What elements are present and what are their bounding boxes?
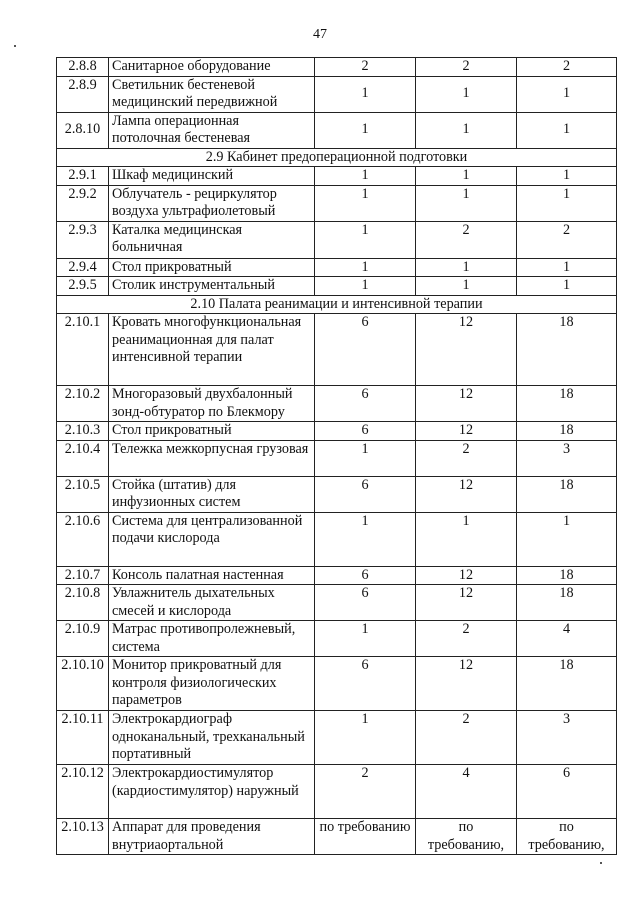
section-row: [57, 295, 617, 314]
item-number: 2.8.10: [57, 112, 109, 148]
qty-col-3: по требованию,: [517, 819, 617, 855]
qty-col-1: 6: [315, 386, 416, 422]
qty-col-3: 1: [517, 76, 617, 112]
qty-col-2: 1: [416, 167, 517, 186]
item-name: Стойка (штатив) для инфузионных систем: [109, 476, 315, 512]
item-number: 2.10.10: [57, 657, 109, 711]
section-row: [57, 148, 617, 167]
qty-col-1: 2: [315, 765, 416, 819]
equipment-table: [56, 57, 617, 855]
item-name: Светильник бестеневой медицинский передвижной: [109, 76, 315, 112]
table-row: [57, 258, 617, 277]
item-name: Многоразовый двухбалонный зонд-обтуратор по Блекмору: [109, 386, 315, 422]
qty-col-2: 1: [416, 76, 517, 112]
item-number: 2.10.2: [57, 386, 109, 422]
qty-col-2: 1: [416, 277, 517, 296]
qty-col-2: 12: [416, 386, 517, 422]
table-row: [57, 819, 617, 855]
table-row: [57, 422, 617, 441]
qty-col-2: 12: [416, 585, 517, 621]
qty-col-2: 1: [416, 185, 517, 221]
qty-col-1: 6: [315, 476, 416, 512]
item-number: 2.10.3: [57, 422, 109, 441]
qty-col-2: 2: [416, 58, 517, 77]
section-title: 2.10 Палата реанимации и интенсивной терапии: [57, 295, 617, 314]
item-number: 2.10.11: [57, 711, 109, 765]
table-row: [57, 765, 617, 819]
qty-col-1: 1: [315, 711, 416, 765]
item-name: Матрас противопролежневый, система: [109, 621, 315, 657]
item-number: 2.9.4: [57, 258, 109, 277]
scan-speck: [14, 45, 16, 47]
qty-col-1: 6: [315, 566, 416, 585]
item-name: Система для централизованной подачи кислорода: [109, 512, 315, 566]
qty-col-1: 1: [315, 167, 416, 186]
qty-col-1: 1: [315, 258, 416, 277]
qty-col-1: 1: [315, 512, 416, 566]
qty-col-3: 18: [517, 585, 617, 621]
item-name: Шкаф медицинский: [109, 167, 315, 186]
table-row: [57, 76, 617, 112]
qty-col-2: 12: [416, 566, 517, 585]
qty-col-2: 12: [416, 476, 517, 512]
item-number: 2.10.8: [57, 585, 109, 621]
qty-col-2: 1: [416, 512, 517, 566]
qty-col-2: по требованию,: [416, 819, 517, 855]
qty-col-1: 6: [315, 422, 416, 441]
qty-col-1: 1: [315, 76, 416, 112]
item-name: Облучатель - рециркулятор воздуха ультрафиолетовый: [109, 185, 315, 221]
table-row: [57, 440, 617, 476]
qty-col-2: 12: [416, 314, 517, 386]
item-name: Стол прикроватный: [109, 422, 315, 441]
item-name: Стол прикроватный: [109, 258, 315, 277]
table-row: [57, 112, 617, 148]
qty-col-1: 1: [315, 185, 416, 221]
table-row: [57, 621, 617, 657]
qty-col-2: 2: [416, 221, 517, 258]
qty-col-2: 2: [416, 440, 517, 476]
item-number: 2.10.1: [57, 314, 109, 386]
table-row: [57, 566, 617, 585]
item-name: Увлажнитель дыхательных смесей и кислорода: [109, 585, 315, 621]
qty-col-1: 2: [315, 58, 416, 77]
qty-col-3: 3: [517, 711, 617, 765]
qty-col-3: 1: [517, 112, 617, 148]
item-name: Аппарат для проведения внутриаортальной: [109, 819, 315, 855]
item-name: Санитарное оборудование: [109, 58, 315, 77]
item-number: 2.10.4: [57, 440, 109, 476]
qty-col-3: 18: [517, 657, 617, 711]
table-row: [57, 512, 617, 566]
table-row: [57, 386, 617, 422]
table-row: [57, 277, 617, 296]
item-number: 2.9.2: [57, 185, 109, 221]
qty-col-1: 6: [315, 585, 416, 621]
item-name: Лампа операционная потолочная бестеневая: [109, 112, 315, 148]
qty-col-1: по требованию: [315, 819, 416, 855]
qty-col-3: 3: [517, 440, 617, 476]
item-number: 2.10.9: [57, 621, 109, 657]
table-row: [57, 657, 617, 711]
item-number: 2.9.3: [57, 221, 109, 258]
item-number: 2.10.12: [57, 765, 109, 819]
item-number: 2.8.9: [57, 76, 109, 112]
qty-col-2: 1: [416, 112, 517, 148]
item-number: 2.10.7: [57, 566, 109, 585]
table-row: [57, 185, 617, 221]
table-row: [57, 167, 617, 186]
qty-col-3: 1: [517, 277, 617, 296]
item-number: 2.8.8: [57, 58, 109, 77]
qty-col-3: 4: [517, 621, 617, 657]
item-number: 2.10.5: [57, 476, 109, 512]
qty-col-3: 1: [517, 512, 617, 566]
qty-col-2: 12: [416, 422, 517, 441]
qty-col-3: 18: [517, 476, 617, 512]
table-row: [57, 221, 617, 258]
qty-col-3: 1: [517, 185, 617, 221]
qty-col-2: 12: [416, 657, 517, 711]
item-number: 2.9.5: [57, 277, 109, 296]
item-name: Электрокардиограф одноканальный, трехканальный портативный: [109, 711, 315, 765]
table-row: [57, 711, 617, 765]
qty-col-2: 1: [416, 258, 517, 277]
qty-col-3: 18: [517, 314, 617, 386]
item-name: Тележка межкорпусная грузовая: [109, 440, 315, 476]
item-name: Монитор прикроватный для контроля физиологических параметров: [109, 657, 315, 711]
qty-col-3: 18: [517, 566, 617, 585]
qty-col-1: 6: [315, 314, 416, 386]
item-number: 2.9.1: [57, 167, 109, 186]
qty-col-3: 1: [517, 258, 617, 277]
section-title: 2.9 Кабинет предоперационной подготовки: [57, 148, 617, 167]
item-name: Электрокардиостимулятор (кардиостимулятор) наружный: [109, 765, 315, 819]
qty-col-2: 2: [416, 711, 517, 765]
table-row: [57, 585, 617, 621]
table-row: [57, 476, 617, 512]
qty-col-1: 6: [315, 657, 416, 711]
qty-col-3: 6: [517, 765, 617, 819]
item-number: 2.10.13: [57, 819, 109, 855]
item-name: Столик инструментальный: [109, 277, 315, 296]
qty-col-2: 4: [416, 765, 517, 819]
qty-col-3: 18: [517, 386, 617, 422]
item-number: 2.10.6: [57, 512, 109, 566]
qty-col-3: 1: [517, 167, 617, 186]
qty-col-3: 18: [517, 422, 617, 441]
page-number: 47: [313, 27, 327, 42]
qty-col-3: 2: [517, 58, 617, 77]
table-row: [57, 58, 617, 77]
qty-col-1: 1: [315, 440, 416, 476]
qty-col-2: 2: [416, 621, 517, 657]
qty-col-1: 1: [315, 221, 416, 258]
qty-col-1: 1: [315, 621, 416, 657]
item-name: Каталка медицинская больничная: [109, 221, 315, 258]
qty-col-3: 2: [517, 221, 617, 258]
qty-col-1: 1: [315, 277, 416, 296]
scan-speck: [600, 862, 602, 864]
item-name: Консоль палатная настенная: [109, 566, 315, 585]
qty-col-1: 1: [315, 112, 416, 148]
table-row: [57, 314, 617, 386]
item-name: Кровать многофункциональная реанимационная для палат интенсивной терапии: [109, 314, 315, 386]
